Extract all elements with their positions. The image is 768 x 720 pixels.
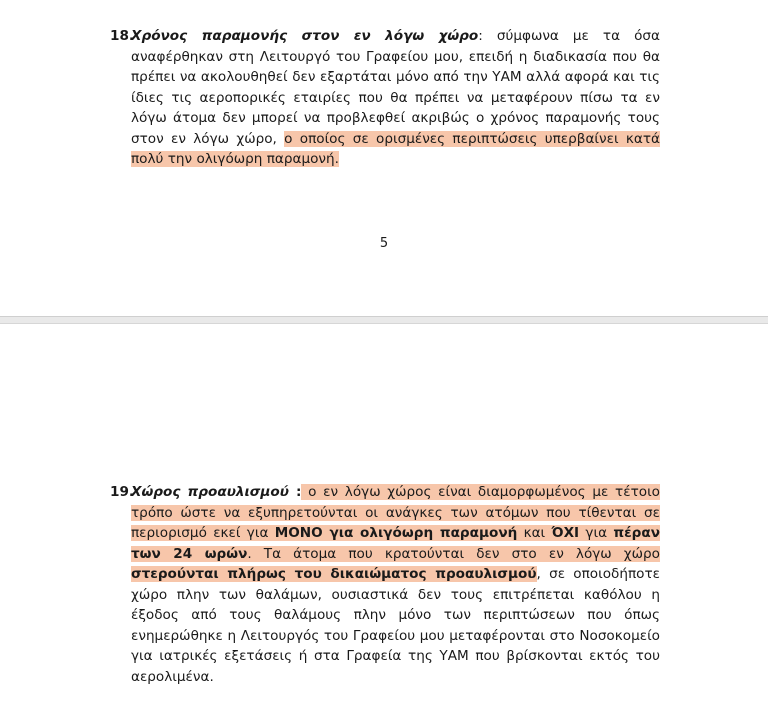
page-separator — [0, 316, 768, 324]
paragraph-18 — [110, 26, 660, 170]
paragraph-title: Χώρος προαυλισμού — [131, 484, 289, 500]
document-page-2 — [0, 324, 768, 720]
highlighted-text: ο οποίος σε ορισμένες περιπτώσεις υπερβαίνει κατά πολύ την ολιγόωρη παραμονή. — [131, 130, 660, 167]
paragraph-19 — [110, 482, 660, 687]
paragraph-text: σύμφωνα με τα όσα αναφέρθηκαν στη Λειτουργό του Γραφείου μου, επειδή η διαδικασία που θα πρέπει να ακολουθηθεί δεν εξαρτάται μόνο από την ΥΑΜ αλλά αφορά και τις ίδιες τις αεροπορικές εταιρίες που θα πρέπει να μεταφέρουν πίσω τα εν λόγω άτομα δεν μπορεί να προβλεφθεί ακριβώς ο χρόνος παραμονής τους στον εν λόγω χώρο, — [131, 28, 660, 147]
title-colon: : — [478, 28, 483, 44]
highlighted-text: και — [517, 525, 552, 541]
highlighted-bold-text: στερούνται πλήρως του δικαιώματος προαυλισμού — [131, 566, 537, 582]
paragraph-body — [131, 482, 660, 687]
document-page-1 — [0, 0, 768, 316]
highlighted-text: . Τα άτομα που κρατούνται δεν στο εν λόγω χώρο — [247, 545, 660, 562]
highlighted-bold-text: ΌΧΙ — [551, 525, 580, 541]
page-number: 5 — [379, 236, 389, 251]
paragraph-body — [131, 26, 660, 170]
paragraph-number: 19. — [110, 484, 135, 500]
highlighted-bold-text: πέραν των 24 ωρών — [131, 525, 660, 562]
paragraph-number: 18. — [110, 28, 135, 44]
highlighted-text: ο εν λόγω χώρος είναι διαμορφωμένος με τέτοιο τρόπο ώστε να εξυπηρετούνται οι ανάγκες των ατόμων που τίθενται σε περιορισμό εκεί για — [131, 484, 660, 541]
highlighted-text: για — [579, 525, 614, 541]
paragraph-title: Χρόνος παραμονής στον εν λόγω χώρο — [131, 28, 479, 44]
title-colon: : — [288, 484, 302, 500]
paragraph-text: , σε οποιοδήποτε χώρο πλην των θαλάμων, ουσιαστικά δεν τους επιτρέπεται καθόλου η έξοδος από τους θαλάμους πλην μόνο των περιπτώσεων που όπως ενημερώθηκε η Λειτουργός του Γραφείου μου μεταφέρονται στο Νοσοκομείο για ιατρικές εξετάσεις ή στα Γραφεία της ΥΑΜ που βρίσκονται εκτός του αερολιμένα. — [131, 566, 660, 685]
highlighted-bold-text: ΜΟΝΟ για ολιγόωρη παραμονή — [274, 525, 518, 541]
